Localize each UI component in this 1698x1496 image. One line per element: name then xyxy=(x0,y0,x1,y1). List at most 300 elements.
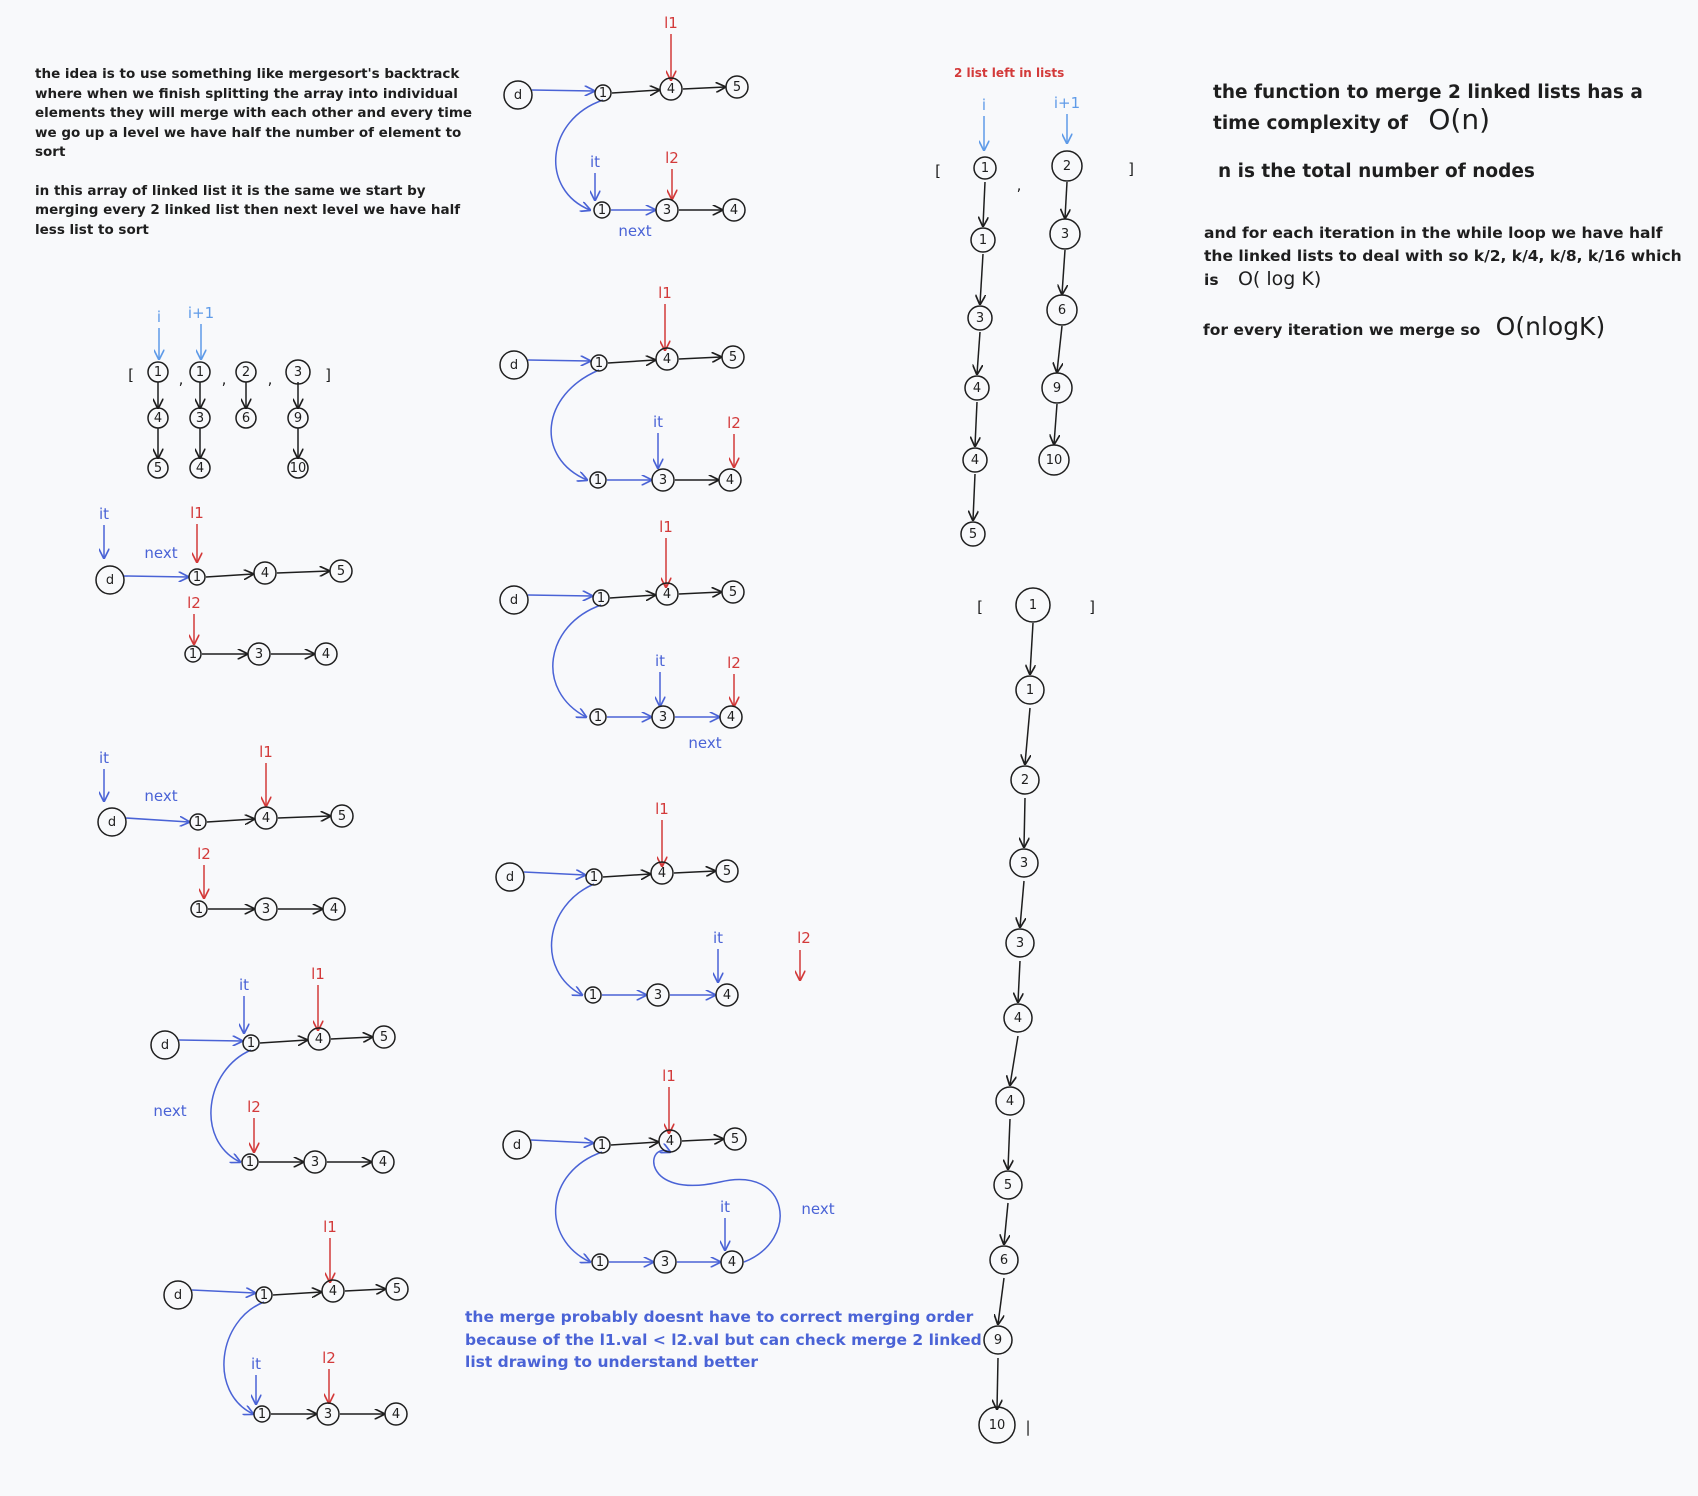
l2-node xyxy=(323,898,345,920)
l2-node xyxy=(372,1151,394,1173)
level2-close-bracket: ] xyxy=(1128,160,1134,178)
next-arrow xyxy=(1030,623,1033,674)
l2-node xyxy=(592,1254,608,1270)
next-arrow xyxy=(273,1292,321,1295)
node-value: 1 xyxy=(192,570,202,585)
level2-left-node xyxy=(965,376,989,400)
next-arrow xyxy=(345,1289,385,1291)
next-label: next xyxy=(688,734,722,752)
every-iteration-value: O(nlogK) xyxy=(1495,312,1606,341)
complexity-value: O(n) xyxy=(1428,103,1491,136)
node-value: 5 xyxy=(153,461,163,476)
l1-node xyxy=(322,1280,344,1302)
node-value: 3 xyxy=(195,411,205,426)
l2-node xyxy=(242,1154,258,1170)
node-value: 1 xyxy=(595,1255,605,1270)
node-value: 4 xyxy=(970,453,980,468)
next-arrow xyxy=(1008,1119,1010,1169)
dummy-next-arrow xyxy=(532,90,594,91)
level2-right-node xyxy=(1042,373,1072,403)
pointer-it: it xyxy=(250,1355,262,1373)
level2-right-node xyxy=(1047,295,1077,325)
edges-layer xyxy=(104,34,1070,1414)
l2-node xyxy=(590,472,606,488)
node-value: 3 xyxy=(261,902,271,917)
node-value: 4 xyxy=(726,710,736,725)
l2-node xyxy=(652,469,674,491)
n-definition: n is the total number of nodes xyxy=(1218,161,1535,182)
level2-open-bracket: [ xyxy=(935,162,941,180)
l1-node xyxy=(190,814,206,830)
next-arrow xyxy=(612,90,659,93)
node-value: 4 xyxy=(722,988,732,1003)
next-arrow xyxy=(1054,404,1057,444)
pointer-it: it xyxy=(98,749,110,767)
next-arrow xyxy=(611,1142,658,1145)
node-value: 1 xyxy=(194,902,204,917)
l1-node xyxy=(586,869,602,885)
next-arrow xyxy=(331,1037,372,1039)
node-value: 1 xyxy=(193,815,203,830)
l1-node xyxy=(331,805,353,827)
pointer-l1: l1 xyxy=(664,14,678,32)
cycle-link xyxy=(654,1150,780,1262)
node-value: 1 xyxy=(245,1155,255,1170)
dummy-next-arrow xyxy=(192,1290,255,1293)
next-arrow xyxy=(207,819,254,822)
next-arrow xyxy=(1024,798,1025,847)
node-value: d xyxy=(160,1038,170,1053)
l1-node xyxy=(651,862,673,884)
l1-node xyxy=(189,569,205,585)
array-node xyxy=(148,458,168,478)
node-value: 5 xyxy=(968,527,978,542)
node-value: 3 xyxy=(660,1255,670,1270)
l1-node xyxy=(722,581,744,603)
next-arrow xyxy=(980,254,983,304)
node-value: 3 xyxy=(323,1407,333,1422)
dummy-node xyxy=(96,566,124,594)
final-node xyxy=(1006,929,1034,957)
complexity-text: the function to merge 2 linked lists has a time complexity of xyxy=(1213,82,1643,134)
node-value: d xyxy=(505,870,515,885)
dummy-next-arrow xyxy=(524,872,585,875)
merged-link xyxy=(552,884,594,995)
pointer-l2: l2 xyxy=(797,929,811,947)
node-value: 4 xyxy=(665,1134,675,1149)
node-value: 4 xyxy=(972,381,982,396)
pointer-l1: l1 xyxy=(655,800,669,818)
l1-node xyxy=(373,1026,395,1048)
l1-node xyxy=(595,85,611,101)
final-node xyxy=(994,1171,1022,1199)
array-comma: , xyxy=(267,370,273,388)
node-value: 5 xyxy=(379,1030,389,1045)
pointer-i: i xyxy=(156,308,162,326)
l1-node xyxy=(308,1028,330,1050)
dummy-node xyxy=(500,586,528,614)
node-value: 1 xyxy=(593,473,603,488)
final-node xyxy=(1016,676,1044,704)
next-arrow xyxy=(1057,326,1062,372)
pointer-it: it xyxy=(98,505,110,523)
pointer-l1: l1 xyxy=(311,965,325,983)
next-label: next xyxy=(144,787,178,805)
node-value: 4 xyxy=(727,1255,737,1270)
merged-link xyxy=(551,370,599,480)
node-value: 4 xyxy=(1005,1094,1015,1109)
node-value: 3 xyxy=(662,203,672,218)
next-arrow xyxy=(998,1278,1004,1324)
array-node xyxy=(286,360,310,384)
node-value: d xyxy=(107,815,117,830)
node-value: 1 xyxy=(980,161,990,176)
node-value: 1 xyxy=(593,710,603,725)
node-value: d xyxy=(105,573,115,588)
merged-link xyxy=(553,605,601,717)
pointer-it: it xyxy=(654,652,666,670)
dummy-node xyxy=(164,1281,192,1309)
final-node xyxy=(984,1326,1012,1354)
next-arrow xyxy=(682,1139,723,1141)
node-value: 4 xyxy=(378,1155,388,1170)
array-comma: , xyxy=(178,370,184,388)
node-value: 6 xyxy=(1057,303,1067,318)
next-arrow xyxy=(260,1040,307,1043)
array-node xyxy=(190,458,210,478)
node-value: 2 xyxy=(241,365,251,380)
next-label: next xyxy=(153,1102,187,1120)
next-arrow xyxy=(975,402,977,446)
dummy-node xyxy=(503,1131,531,1159)
array-close-bracket: ] xyxy=(325,366,331,384)
node-value: 4 xyxy=(666,82,676,97)
pointer-l1: l1 xyxy=(658,284,672,302)
node-value: d xyxy=(512,1138,522,1153)
node-value: 1 xyxy=(257,1407,267,1422)
node-value: 4 xyxy=(729,203,739,218)
node-value: d xyxy=(513,88,523,103)
node-value: 9 xyxy=(1052,381,1062,396)
node-value: 1 xyxy=(978,233,988,248)
array-node xyxy=(236,408,256,428)
l2-node xyxy=(255,898,277,920)
dummy-next-arrow xyxy=(528,360,590,361)
level2-left-node xyxy=(963,448,987,472)
next-arrow xyxy=(973,474,975,520)
node-value: 4 xyxy=(657,866,667,881)
l2-node xyxy=(716,984,738,1006)
node-value: 3 xyxy=(310,1155,320,1170)
next-arrow xyxy=(278,816,330,818)
node-value: 5 xyxy=(728,350,738,365)
next-arrow xyxy=(1062,250,1065,294)
node-value: 4 xyxy=(321,647,331,662)
l1-node xyxy=(656,348,678,370)
l1-node xyxy=(716,860,738,882)
node-value: d xyxy=(173,1288,183,1303)
next-arrow xyxy=(997,1358,998,1409)
node-value: 4 xyxy=(329,902,339,917)
node-value: 9 xyxy=(293,411,303,426)
pointer-l2: l2 xyxy=(322,1349,336,1367)
l2-node xyxy=(720,706,742,728)
array-node xyxy=(148,408,168,428)
final-node xyxy=(1010,849,1038,877)
node-value: 5 xyxy=(722,864,732,879)
next-arrow xyxy=(679,592,721,594)
node-value: 3 xyxy=(1060,227,1070,242)
pointer-l1: l1 xyxy=(662,1067,676,1085)
node-value: 10 xyxy=(289,461,307,476)
pointer-it: it xyxy=(719,1198,731,1216)
l1-node xyxy=(660,78,682,100)
l1-node xyxy=(243,1035,259,1051)
l1-node xyxy=(656,583,678,605)
pointer-l2: l2 xyxy=(665,149,679,167)
dummy-next-arrow xyxy=(531,1140,593,1143)
dummy-node xyxy=(496,863,524,891)
node-value: 1 xyxy=(596,591,606,606)
pointer-l1: l1 xyxy=(190,504,204,522)
node-value: 1 xyxy=(259,1288,269,1303)
node-value: 1 xyxy=(188,647,198,662)
final-node xyxy=(979,1407,1015,1443)
next-arrow xyxy=(983,182,985,226)
node-value: 4 xyxy=(662,587,672,602)
pointer-i-plus-1: i+1 xyxy=(187,304,215,322)
next-arrow xyxy=(674,871,715,873)
node-value: 10 xyxy=(1045,453,1063,468)
pointer-l2: l2 xyxy=(727,654,741,672)
node-value: 4 xyxy=(260,566,270,581)
pointer-it: it xyxy=(238,976,250,994)
node-value: 4 xyxy=(261,811,271,826)
l2-node xyxy=(385,1403,407,1425)
next-arrow xyxy=(206,574,253,577)
dummy-node xyxy=(504,81,532,109)
pointer-l2: l2 xyxy=(247,1098,261,1116)
level2-right-node xyxy=(1050,219,1080,249)
next-arrow xyxy=(1025,708,1030,764)
array-node xyxy=(236,362,256,382)
array-comma: , xyxy=(221,370,227,388)
pointer-l1: l1 xyxy=(323,1218,337,1236)
node-value: 3 xyxy=(653,988,663,1003)
node-value: 1 xyxy=(195,365,205,380)
final-end-mark: | xyxy=(1025,1418,1031,1436)
pointer-i-level2: i xyxy=(981,96,987,114)
array-node xyxy=(190,362,210,382)
final-node xyxy=(1011,766,1039,794)
l2-node xyxy=(315,643,337,665)
iteration-text: and for each iteration in the while loop we have half the linked lists to deal with so k/2, k/4, k/8, k/16 which is xyxy=(1204,224,1682,289)
node-value: 1 xyxy=(1025,683,1035,698)
pointer-l2: l2 xyxy=(197,845,211,863)
node-value: 5 xyxy=(392,1282,402,1297)
l2-node xyxy=(654,1251,676,1273)
l1-node xyxy=(330,560,352,582)
l2-node xyxy=(304,1151,326,1173)
next-arrow xyxy=(679,357,721,359)
merged-link xyxy=(211,1050,251,1162)
node-value: 4 xyxy=(328,1284,338,1299)
node-value: 6 xyxy=(241,411,251,426)
l2-node xyxy=(590,709,606,725)
level2-comma: , xyxy=(1016,176,1022,194)
node-value: 4 xyxy=(662,352,672,367)
next-label: next xyxy=(618,222,652,240)
pointer-it: it xyxy=(712,929,724,947)
dummy-next-arrow xyxy=(528,595,592,596)
node-value: 4 xyxy=(195,461,205,476)
pointer-it: it xyxy=(652,413,664,431)
node-value: 2 xyxy=(1062,159,1072,174)
array-node xyxy=(288,408,308,428)
l2-node xyxy=(721,1251,743,1273)
merge-order-note: the merge probably doesnt have to correct merging order because of the l1.val < l2.val but can check merge 2 linked list drawing to understand better xyxy=(465,1308,982,1371)
final-node xyxy=(1004,1004,1032,1032)
node-value: 4 xyxy=(314,1032,324,1047)
l1-node xyxy=(594,1137,610,1153)
l1-node xyxy=(591,355,607,371)
node-value: 9 xyxy=(993,1333,1003,1348)
array-text: in this array of linked list it is the same we start by merging every 2 linked list then next level we have half less list to sort xyxy=(35,182,461,238)
l2-node xyxy=(191,901,207,917)
node-value: 4 xyxy=(391,1407,401,1422)
l2-node xyxy=(254,1406,270,1422)
node-value: 5 xyxy=(337,809,347,824)
node-value: 2 xyxy=(1020,773,1030,788)
dummy-next-arrow xyxy=(179,1040,242,1041)
node-value: 5 xyxy=(732,80,742,95)
node-value: 1 xyxy=(246,1036,256,1051)
l1-node xyxy=(386,1278,408,1300)
node-value: 3 xyxy=(1015,936,1025,951)
next-arrow xyxy=(1020,881,1024,927)
pointer-l2: l2 xyxy=(187,594,201,612)
node-value: d xyxy=(509,358,519,373)
node-value: 1 xyxy=(1028,598,1038,613)
every-iteration-text: for every iteration we merge so xyxy=(1203,321,1481,339)
node-value: d xyxy=(509,593,519,608)
level2-left-node xyxy=(968,306,992,330)
next-arrow xyxy=(1018,961,1020,1002)
next-arrow xyxy=(1010,1036,1018,1085)
next-arrow xyxy=(1065,182,1067,218)
next-arrow xyxy=(277,571,329,573)
merged-link xyxy=(556,1152,602,1262)
level2-right-node xyxy=(1039,445,1069,475)
node-value: 5 xyxy=(728,585,738,600)
pointer-l1: l1 xyxy=(659,518,673,536)
next-arrow xyxy=(608,360,655,363)
node-value: 4 xyxy=(153,411,163,426)
node-value: 5 xyxy=(336,564,346,579)
l2-node xyxy=(585,987,601,1003)
array-open-bracket: [ xyxy=(128,366,134,384)
node-value: 4 xyxy=(1013,1011,1023,1026)
node-value: 3 xyxy=(975,311,985,326)
final-node xyxy=(996,1087,1024,1115)
next-arrow xyxy=(603,874,650,877)
final-close-bracket: ] xyxy=(1089,598,1095,616)
level2-left-node xyxy=(961,522,985,546)
dummy-node xyxy=(151,1031,179,1059)
l2-node xyxy=(317,1403,339,1425)
l1-node xyxy=(722,346,744,368)
node-value: 1 xyxy=(594,356,604,371)
intro-text: the idea is to use something like mergesort's backtrack where when we finish splitting the array into individual elements they will merge with each other and every time we go up a level we have half the number of element to sort xyxy=(35,66,473,160)
node-value: 1 xyxy=(597,1138,607,1153)
next-arrow xyxy=(683,87,725,89)
pointer-l2: l2 xyxy=(727,414,741,432)
node-value: 3 xyxy=(1019,856,1029,871)
node-value: 1 xyxy=(598,86,608,101)
pointer-it: it xyxy=(589,153,601,171)
l2-node xyxy=(652,706,674,728)
node-value: 3 xyxy=(658,473,668,488)
nodes-layer xyxy=(96,76,1082,1443)
dummy-next-arrow xyxy=(126,818,189,822)
node-value: 10 xyxy=(988,1418,1006,1433)
level2-left-node xyxy=(971,228,995,252)
l2-node xyxy=(723,199,745,221)
node-value: 5 xyxy=(730,1132,740,1147)
array-node xyxy=(148,362,168,382)
pointer-l1: l1 xyxy=(259,743,273,761)
level2-left-node xyxy=(974,157,996,179)
l2-node xyxy=(656,199,678,221)
iteration-value: O( log K) xyxy=(1237,268,1322,290)
l2-node xyxy=(647,984,669,1006)
l2-node xyxy=(719,469,741,491)
node-value: 5 xyxy=(1003,1178,1013,1193)
l1-node xyxy=(256,1287,272,1303)
l1-node xyxy=(255,807,277,829)
next-arrow xyxy=(1004,1203,1008,1244)
dummy-next-arrow xyxy=(124,576,188,577)
node-value: 3 xyxy=(658,710,668,725)
final-node xyxy=(990,1246,1018,1274)
dummy-node xyxy=(500,351,528,379)
node-value: 6 xyxy=(999,1253,1009,1268)
labels-layer xyxy=(99,14,1134,1436)
l2-node xyxy=(594,202,610,218)
node-value: 1 xyxy=(597,203,607,218)
next-arrow xyxy=(610,595,655,598)
node-value: 3 xyxy=(293,365,303,380)
next-label: next xyxy=(801,1200,835,1218)
node-value: 1 xyxy=(588,988,598,1003)
final-open-bracket: [ xyxy=(977,598,983,616)
final-node xyxy=(1016,588,1050,622)
array-node xyxy=(288,458,308,478)
l2-node xyxy=(185,646,201,662)
level2-right-node xyxy=(1052,151,1082,181)
node-value: 1 xyxy=(153,365,163,380)
array-node xyxy=(190,408,210,428)
dummy-node xyxy=(98,808,126,836)
l1-node xyxy=(593,590,609,606)
l1-node xyxy=(724,1128,746,1150)
l1-node xyxy=(659,1130,681,1152)
l2-node xyxy=(248,643,270,665)
lists-left-label: 2 list left in lists xyxy=(954,66,1065,80)
node-value: 4 xyxy=(725,473,735,488)
next-arrow xyxy=(977,332,980,374)
next-label: next xyxy=(144,544,178,562)
